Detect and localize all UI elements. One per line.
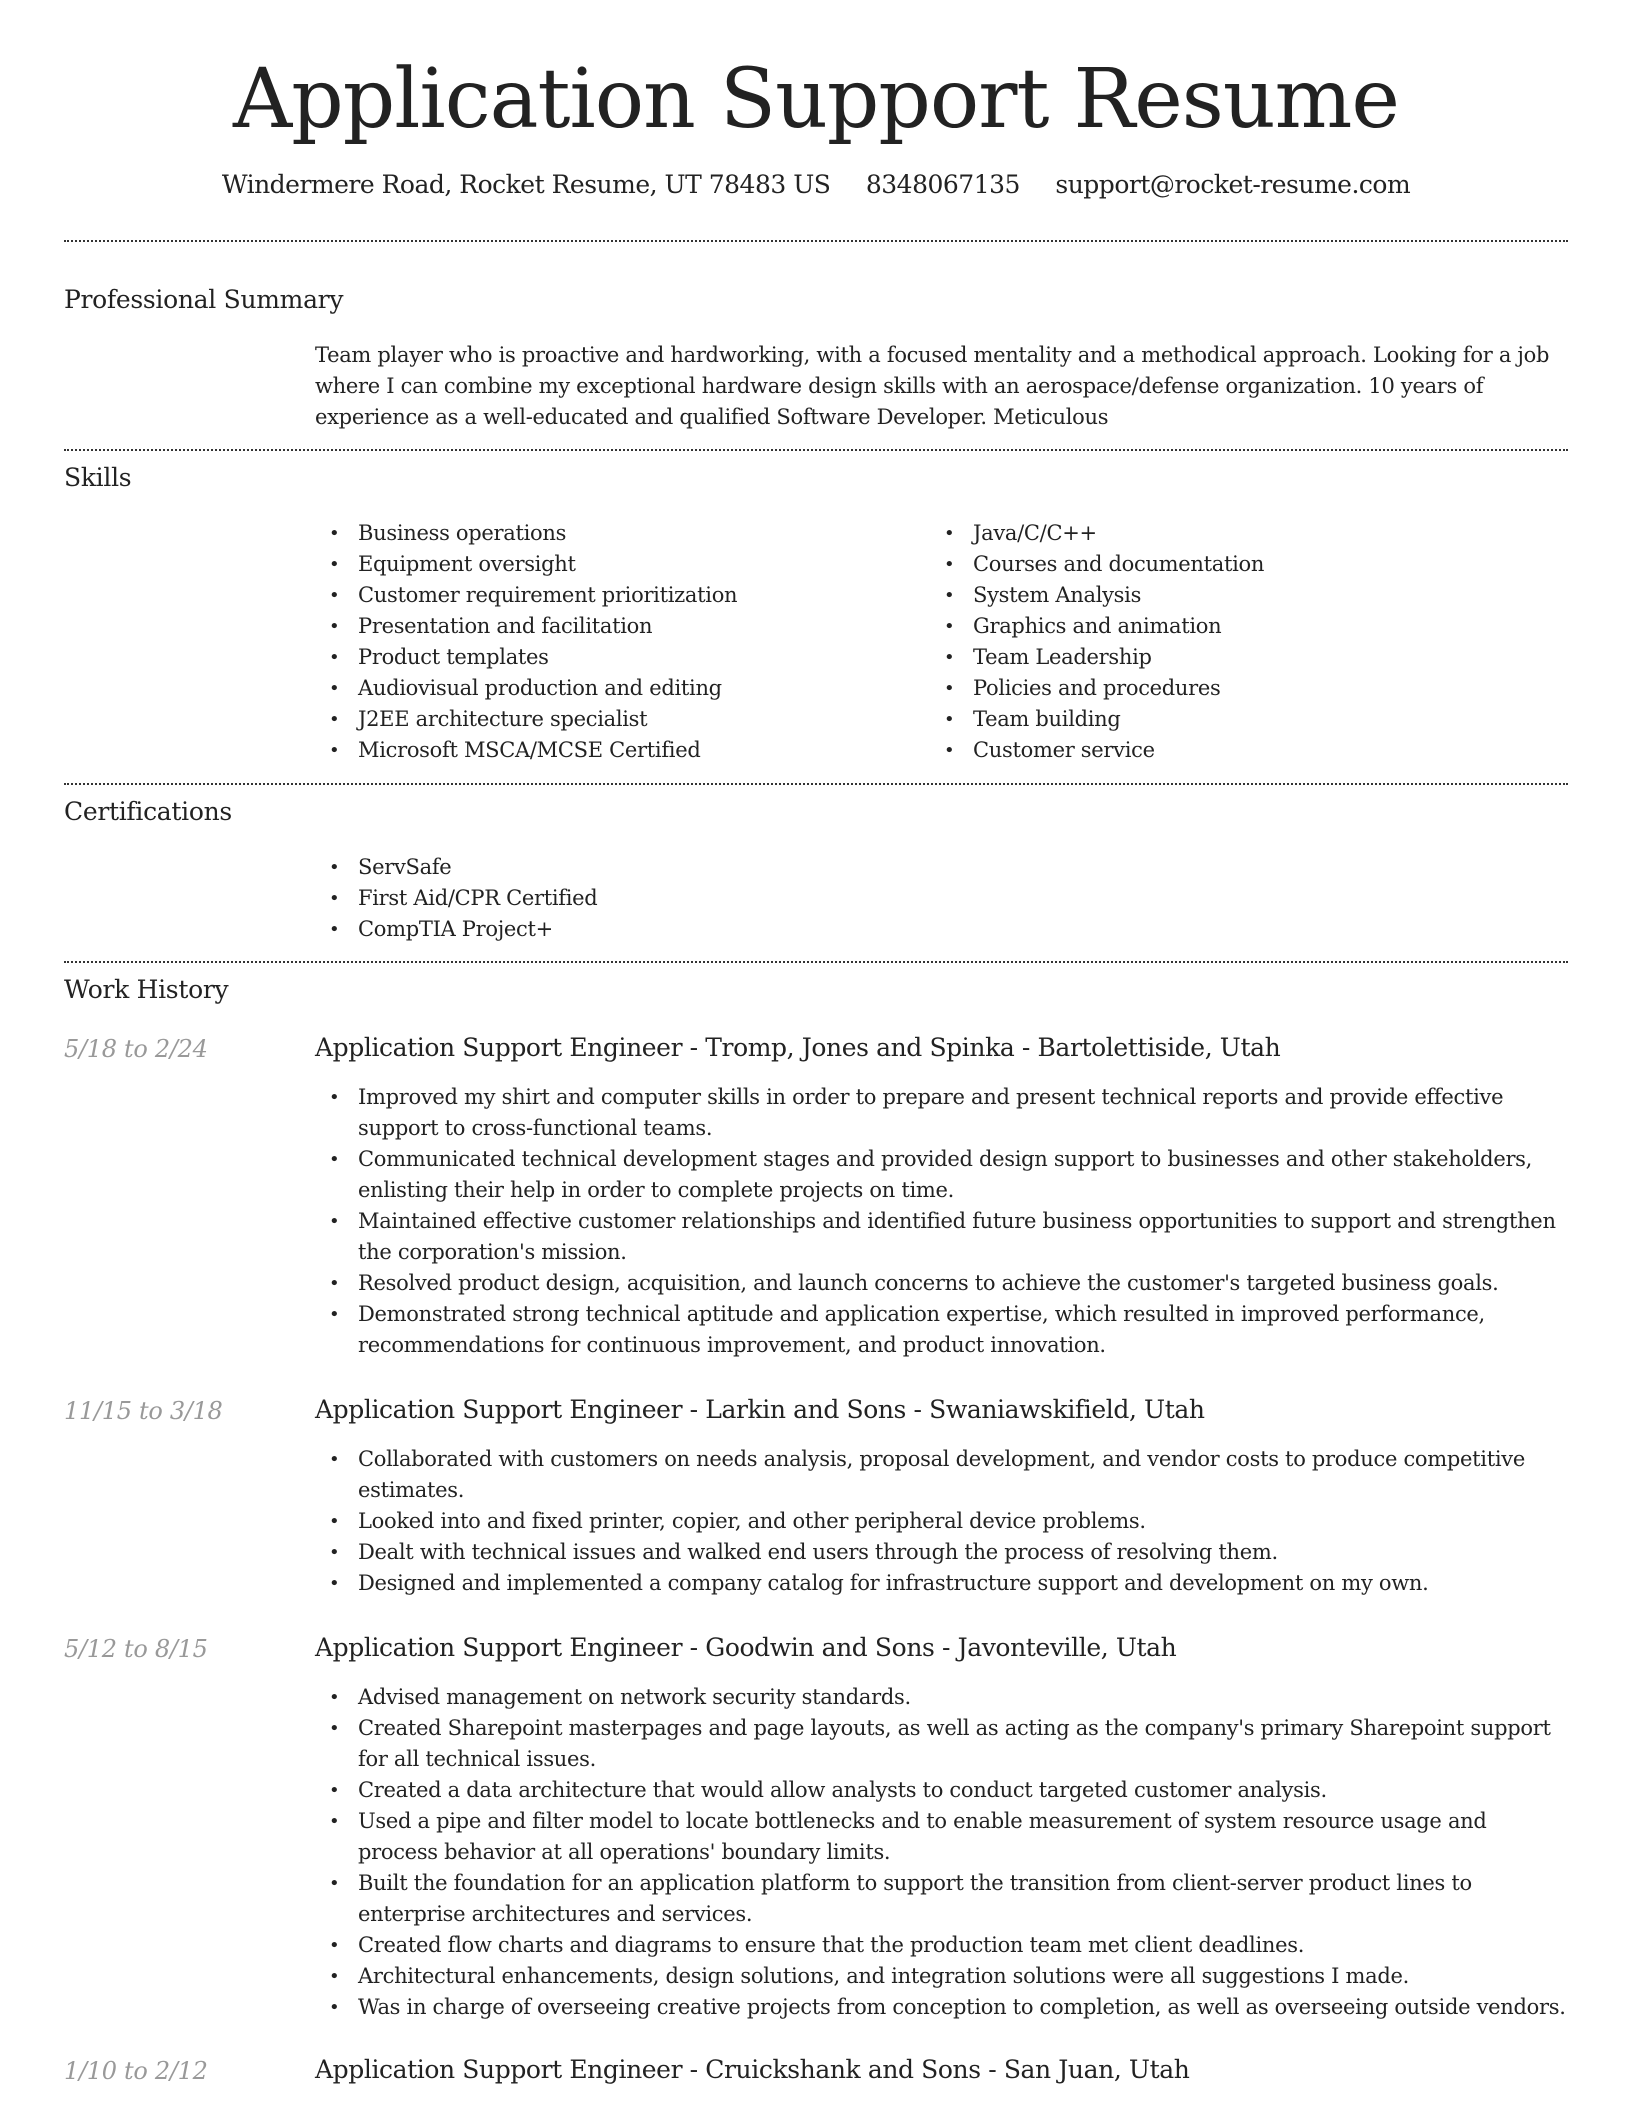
list-item: • Microsoft MSCA/MCSE Certified — [315, 735, 915, 766]
job-dates: 5/18 to 2/24 — [64, 1035, 208, 1063]
job-title: Application Support Engineer - Goodwin and Sons - Javonteville, Utah — [315, 1633, 1177, 1662]
list-item: • Product templates — [315, 642, 915, 673]
list-item: • Dealt with technical issues and walked end users through the process of resolving them. — [315, 1537, 1568, 1568]
list-item: • Created a data architecture that would allow analysts to conduct targeted customer analysis. — [315, 1775, 1568, 1806]
divider — [64, 783, 1568, 785]
list-item: • Graphics and animation — [930, 611, 1530, 642]
list-item: • Customer requirement prioritization — [315, 580, 915, 611]
contact-phone: 8348067135 — [865, 170, 1020, 199]
list-item: • Improved my shirt and computer skills in order to prepare and present technical reports and provide effective support to cross-functional teams. — [315, 1082, 1568, 1144]
work-heading: Work History — [64, 975, 229, 1004]
summary-heading: Professional Summary — [64, 285, 344, 314]
list-item: • Created flow charts and diagrams to ensure that the production team met client deadlines. — [315, 1930, 1568, 1961]
list-item: • Customer service — [930, 735, 1530, 766]
list-item: • Courses and documentation — [930, 549, 1530, 580]
list-item: • Maintained effective customer relationships and identified future business opportunities to support and strengthen the corporation's mission. — [315, 1206, 1568, 1268]
list-item: • Designed and implemented a company catalog for infrastructure support and development on my own. — [315, 1568, 1568, 1599]
divider — [64, 961, 1568, 963]
list-item: • ServSafe — [315, 852, 1568, 883]
certifications-list — [315, 852, 1568, 945]
divider — [64, 449, 1568, 451]
list-item: • Advised management on network security standards. — [315, 1682, 1568, 1713]
certifications-heading: Certifications — [64, 797, 232, 826]
list-item: • Collaborated with customers on needs analysis, proposal development, and vendor costs to produce competitive estimates. — [315, 1444, 1568, 1506]
list-item: • Demonstrated strong technical aptitude and application expertise, which resulted in improved performance, recommendations for continuous improvement, and product innovation. — [315, 1299, 1568, 1361]
list-item: • Resolved product design, acquisition, and launch concerns to achieve the customer's targeted business goals. — [315, 1268, 1568, 1299]
list-item: • Architectural enhancements, design solutions, and integration solutions were all suggestions I made. — [315, 1961, 1568, 1992]
list-item: • J2EE architecture specialist — [315, 704, 915, 735]
summary-text: Team player who is proactive and hardworking, with a focused mentality and a methodical approach. Looking for a job where I can combine my exceptional hardware design skills with an aerospace/defense organization. 10 years of experience as a well-educated and qualified Software Developer. Meticulous — [315, 343, 1550, 429]
list-item: • Team building — [930, 704, 1530, 735]
contact-email: support@rocket-resume.com — [1055, 170, 1411, 199]
job-bullets — [315, 1082, 1568, 1361]
resume-title: Application Support Resume — [233, 52, 1399, 147]
job-dates: 11/15 to 3/18 — [64, 1397, 223, 1425]
job-title: Application Support Engineer - Cruickshank and Sons - San Juan, Utah — [315, 2055, 1190, 2084]
list-item: • Created Sharepoint masterpages and page layouts, as well as acting as the company's primary Sharepoint support for all technical issues. — [315, 1713, 1568, 1775]
list-item: • Equipment oversight — [315, 549, 915, 580]
skills-list-left — [315, 518, 915, 766]
list-item: • Business operations — [315, 518, 915, 549]
job-title: Application Support Engineer - Tromp, Jones and Spinka - Bartolettiside, Utah — [315, 1033, 1281, 1062]
list-item: • CompTIA Project+ — [315, 914, 1568, 945]
job-dates: 5/12 to 8/15 — [64, 1635, 208, 1663]
list-item: • Was in charge of overseeing creative projects from conception to completion, as well as overseeing outside vendors. — [315, 1992, 1568, 2023]
list-item: • Presentation and facilitation — [315, 611, 915, 642]
list-item: • Team Leadership — [930, 642, 1530, 673]
list-item: • Audiovisual production and editing — [315, 673, 915, 704]
list-item: • Java/C/C++ — [930, 518, 1530, 549]
job-title: Application Support Engineer - Larkin and Sons - Swaniawskifield, Utah — [315, 1395, 1205, 1424]
list-item: • Communicated technical development stages and provided design support to businesses and other stakeholders, enlisting their help in order to complete projects on time. — [315, 1144, 1568, 1206]
list-item: • System Analysis — [930, 580, 1530, 611]
list-item: • Used a pipe and filter model to locate bottlenecks and to enable measurement of system resource usage and process behavior at all operations' boundary limits. — [315, 1806, 1568, 1868]
list-item: • First Aid/CPR Certified — [315, 883, 1568, 914]
job-dates: 1/10 to 2/12 — [64, 2057, 208, 2085]
job-bullets — [315, 1444, 1568, 1599]
list-item: • Built the foundation for an application platform to support the transition from client-server product lines to enterprise architectures and services. — [315, 1868, 1568, 1930]
contact-address: Windermere Road, Rocket Resume, UT 78483 US — [221, 170, 831, 199]
divider — [64, 240, 1568, 242]
skills-heading: Skills — [64, 463, 132, 492]
contact-line — [0, 168, 1632, 202]
skills-list-right — [930, 518, 1530, 766]
job-bullets — [315, 1682, 1568, 2023]
list-item: • Looked into and fixed printer, copier, and other peripheral device problems. — [315, 1506, 1568, 1537]
list-item: • Policies and procedures — [930, 673, 1530, 704]
